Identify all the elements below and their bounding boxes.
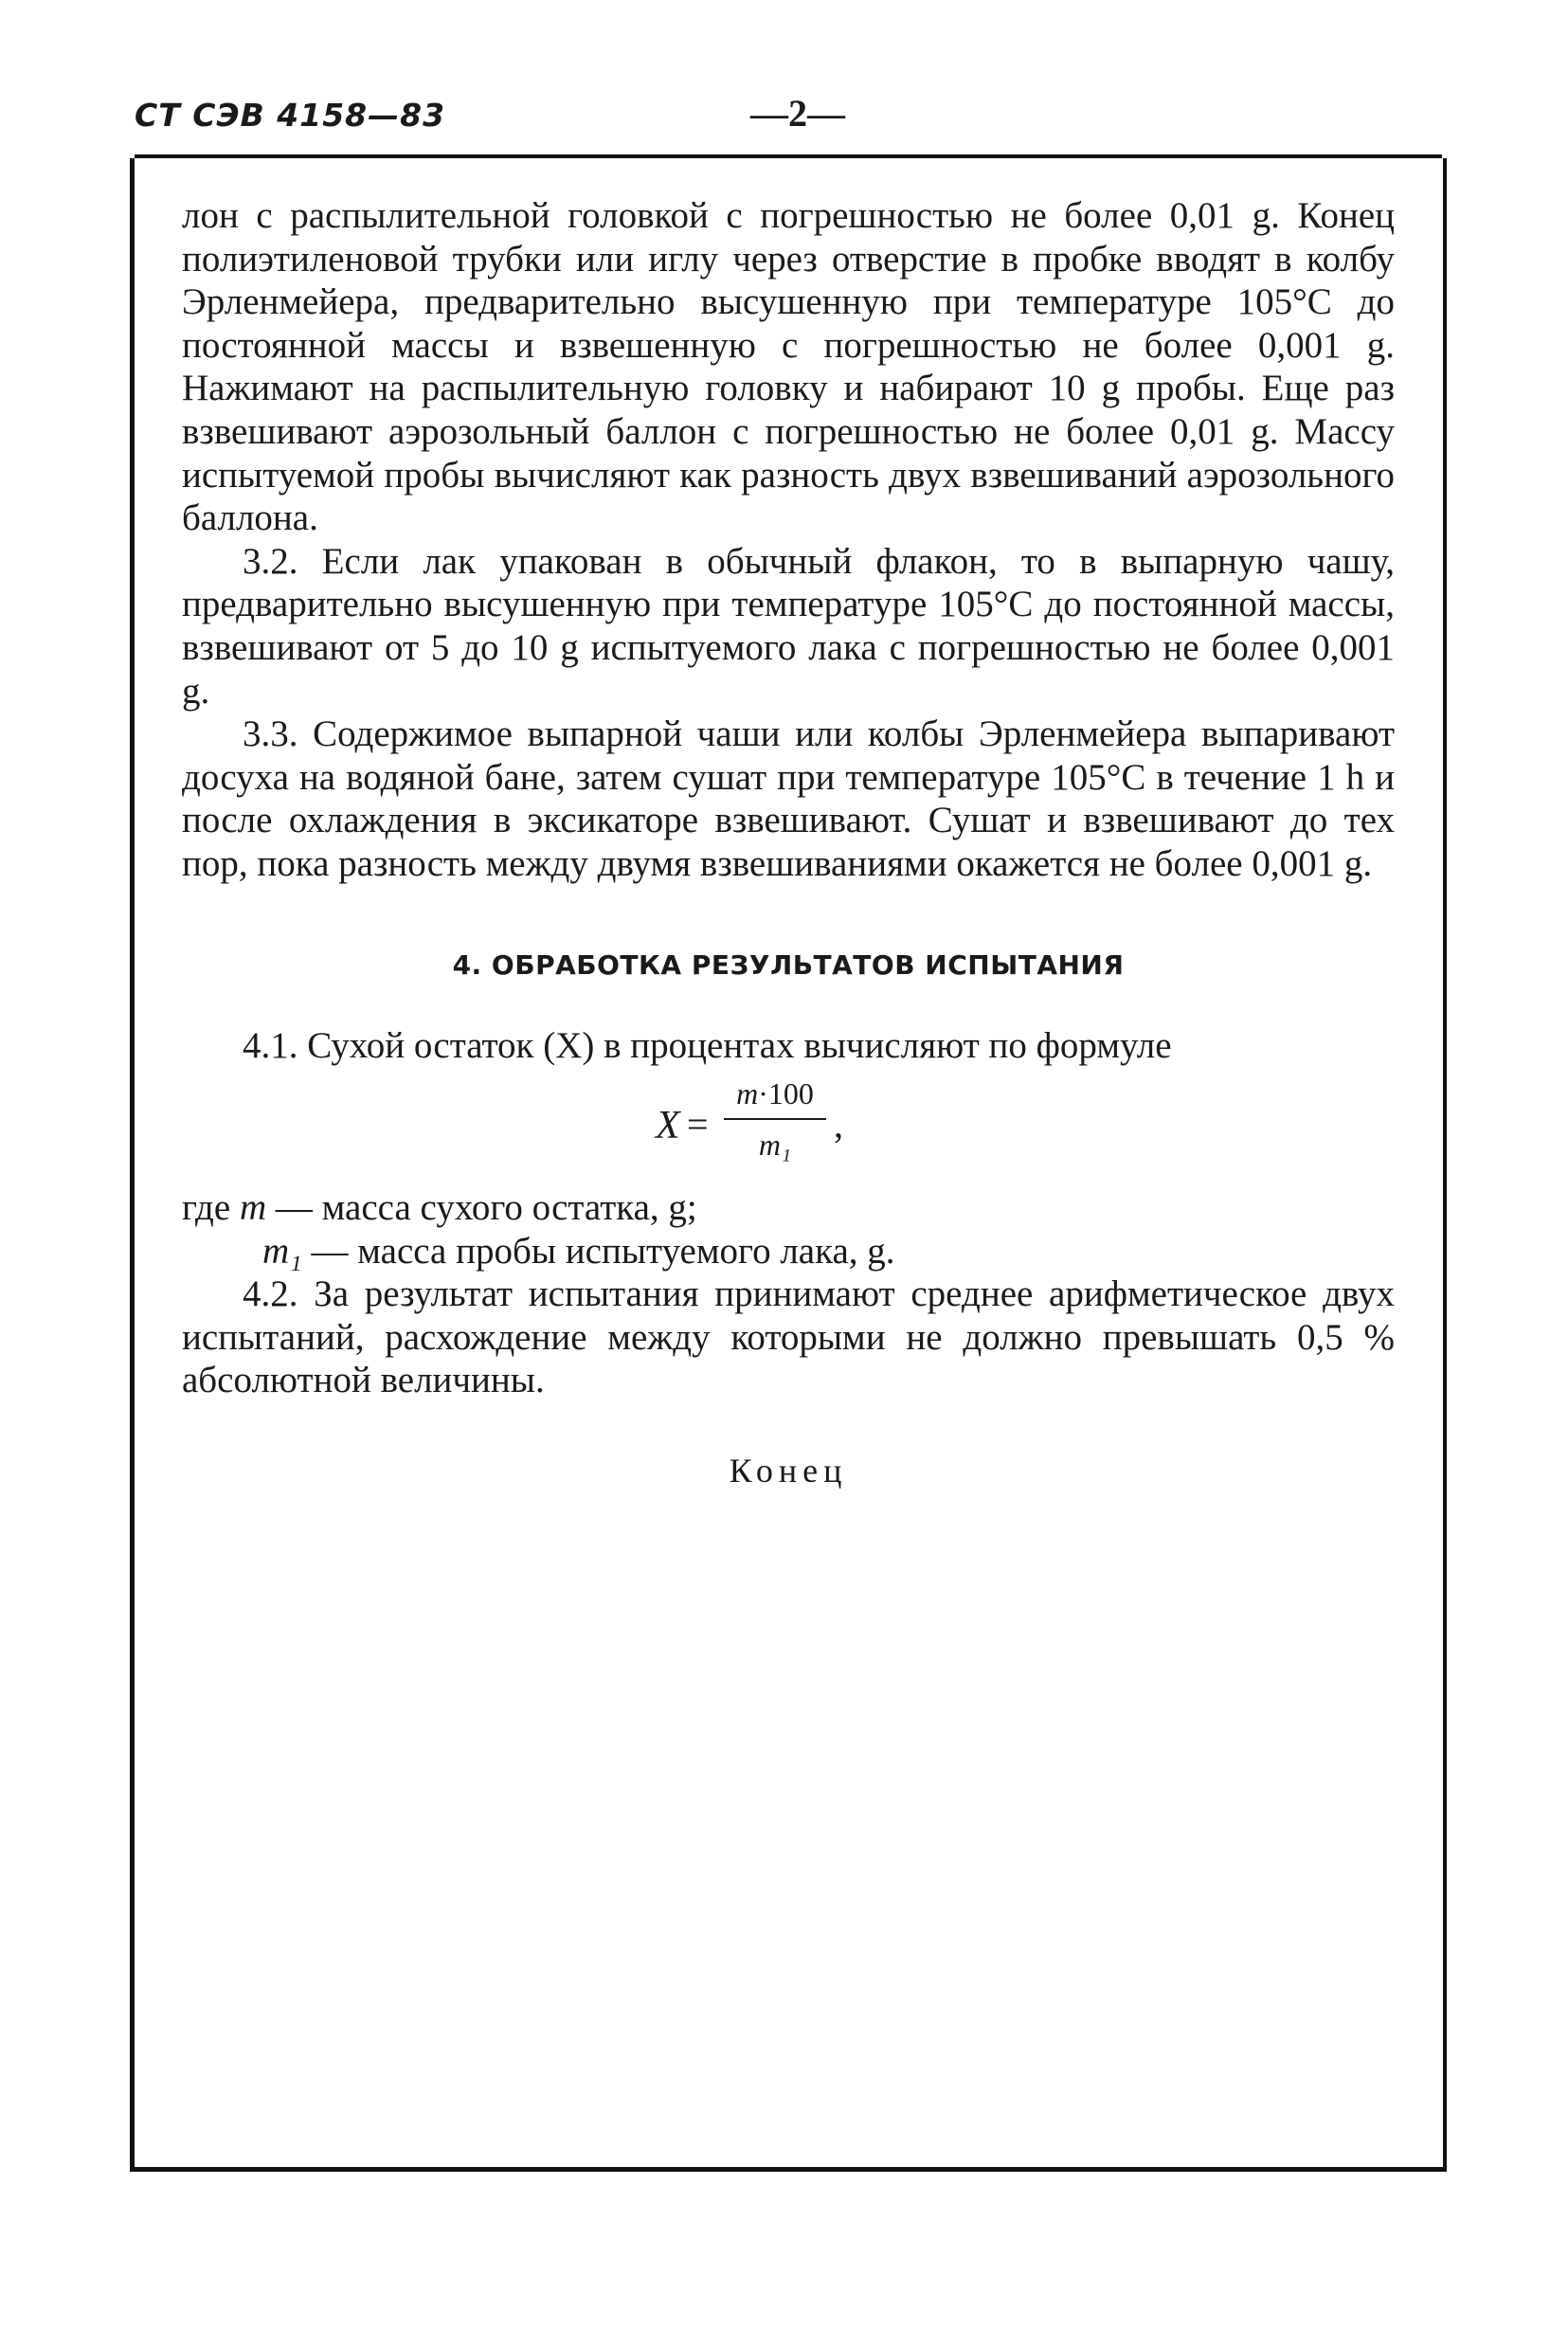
formula-dry-residue — [182, 1074, 1395, 1179]
page-number: —2— — [750, 92, 845, 135]
symbol-m1: m₁ — [262, 1230, 302, 1272]
paragraph-4-1: 4.1. Сухой остаток (X) в процентах вычисляют по формуле — [243, 1024, 1172, 1066]
paragraph-continuation: лон с распылительной головкой с погрешностью не более 0,01 g. Конец полиэтиленовой трубки или иглу через отверстие в пробке вводят в колбу Эрленмейера, предварительно высушенную при температуре 105°С до постоянной массы и взвешенную с погрешностью не более 0,001 g. Нажимают на распылительную головку и набирают 10 g пробы. Еще раз взвешивают аэрозольный баллон с погрешностью не более 0,01 g. Массу испытуемой пробы вычисляют как разность двух взвешиваний аэрозольного баллона. — [182, 195, 1395, 539]
paragraph-4-2: 4.2. За результат испытания принимают среднее арифметическое двух испытаний, расхождение между которыми не должно превышать 0,5 % абсолютной величины. — [182, 1273, 1395, 1401]
symbol-m: m — [239, 1187, 267, 1229]
section-4-heading: 4. ОБРАБОТКА РЕЗУЛЬТАТОВ ИСПЫТАНИЯ — [452, 948, 1125, 981]
formula-numerator-var: m — [736, 1076, 759, 1111]
paragraph-3-2: 3.2. Если лак упакован в обычный флакон, то в выпарную чашу, предварительно высушенную при температуре 105°С до постоянной массы, взвешивают от 5 до 10 g испытуемого лака с погрешностью не более 0,001 g. — [182, 540, 1395, 712]
where-line-m1 — [182, 1230, 1395, 1273]
symbol-m1-description: — масса пробы испытуемого лака, g. — [311, 1230, 895, 1272]
formula-equals: = — [687, 1103, 709, 1146]
formula-numerator — [718, 1074, 832, 1112]
symbol-m-description: — масса сухого остатка, g; — [275, 1187, 697, 1229]
page-header — [135, 91, 1442, 148]
where-line-m — [182, 1186, 1395, 1230]
formula-comma: , — [834, 1103, 843, 1146]
paragraph-3-3: 3.3. Содержимое выпарной чаши или колбы Эрленмейера выпаривают досуха на водяной бане, затем сушат при температуре 105°С в течение 1 h и после охлаждения в эксикаторе взвешивают. Сушат и взвешивают до тех пор, пока разность между двумя взвешиваниями окажется не более 0,001 g. — [182, 713, 1395, 884]
formula-numerator-rest: ·100 — [758, 1076, 814, 1111]
formula-denominator: m₁ — [758, 1128, 792, 1163]
formula-fraction-bar — [724, 1118, 826, 1120]
document-body — [182, 194, 1395, 1493]
standard-number: СТ СЭВ 4158—83 — [135, 97, 446, 134]
where-prefix: где — [182, 1187, 231, 1229]
formula-lhs: X — [656, 1104, 680, 1148]
formula-fraction — [718, 1074, 832, 1164]
end-mark: Конец — [729, 1452, 848, 1490]
